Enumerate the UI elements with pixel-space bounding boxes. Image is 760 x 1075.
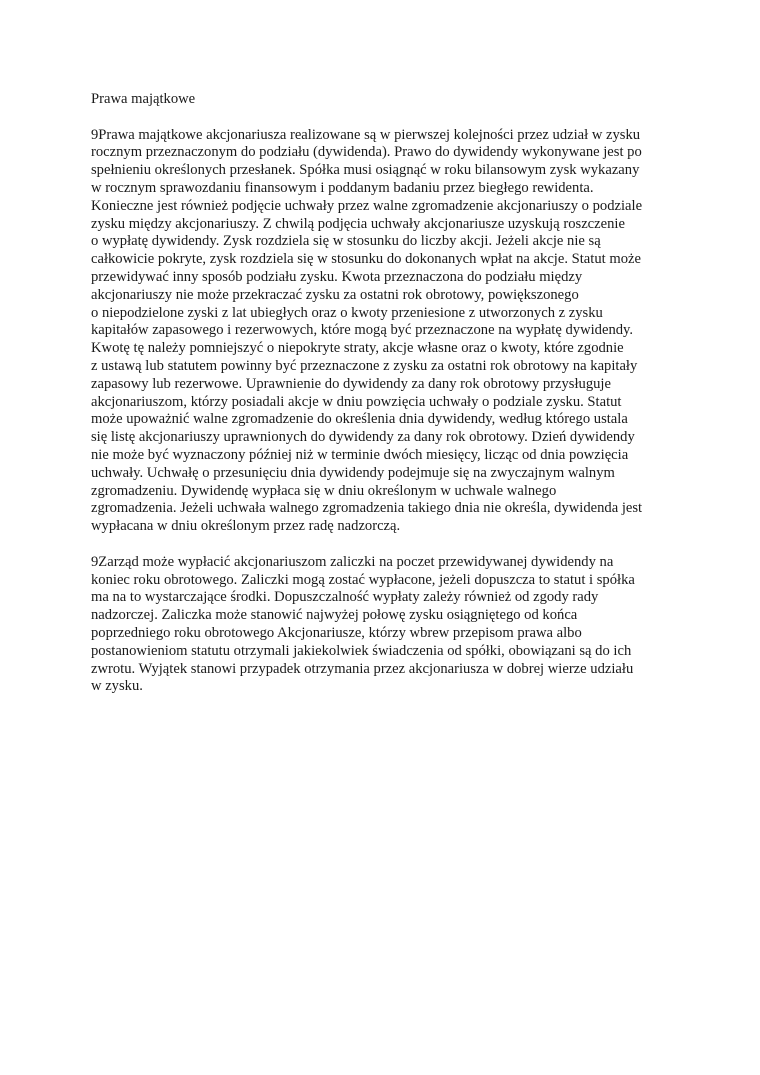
text-line: w rocznym sprawozdaniu finansowym i poddanym badaniu przez biegłego rewidenta. [91, 179, 594, 196]
document-heading: Prawa majątkowe [91, 91, 196, 107]
text-line: wypłacana w dniu określonym przez radę nadzorczą. [91, 518, 401, 535]
text-line: zgromadzeniu. Dywidendę wypłaca się w dniu określonym w uchwale walnego [91, 482, 557, 499]
text-line: Konieczne jest również podjęcie uchwały przez walne zgromadzenie akcjonariuszy o podziale [91, 197, 643, 214]
text-line: spełnieniu określonych przesłanek. Spółka musi osiągnąć w roku bilansowym zysk wykazany [91, 162, 640, 179]
document-page [91, 91, 673, 714]
text-line: zgromadzenia. Jeżeli uchwała walnego zgromadzenia takiego dnia nie określa, dywidenda jest [91, 500, 643, 517]
text-line: zwrotu. Wyjątek stanowi przypadek otrzymania przez akcjonariusza w dobrej wierze udziału [91, 660, 634, 677]
text-line: w zysku. [91, 678, 143, 695]
text-line: o niepodzielone zyski z lat ubiegłych oraz o kwoty przeniesione z utworzonych z zysku [91, 304, 603, 321]
text-line: z ustawą lub statutem powinny być przeznaczone z zysku za ostatni rok obrotowy na kapitały [91, 357, 638, 374]
paragraph-interim-dividend [91, 554, 673, 696]
text-line: całkowicie pokryte, zysk rozdziela się w stosunku do dokonanych wpłat na akcje. Statut może [91, 251, 641, 268]
text-line: o wypłatę dywidendy. Zysk rozdziela się w stosunku do liczby akcji. Jeżeli akcje nie są [91, 233, 601, 250]
text-line: się listę akcjonariuszy uprawnionych do dywidendy za dany rok obrotowy. Dzień dywidendy [91, 429, 635, 446]
text-line: 9Prawa majątkowe akcjonariusza realizowane są w pierwszej kolejności przez udział w zysku [91, 126, 641, 143]
text-line: postanowieniom statutu otrzymali jakiekolwiek świadczenia od spółki, obowiązani są do ich [91, 642, 632, 659]
text-line: Kwotę tę należy pomniejszyć o niepokryte straty, akcje własne oraz o kwoty, które zgodnie [91, 340, 624, 357]
text-line: poprzedniego roku obrotowego Akcjonariusze, którzy wbrew przepisom prawa albo [91, 624, 582, 641]
text-line: zysku między akcjonariuszy. Z chwilą podjęcia uchwały akcjonariusze uzyskują roszczenie [91, 215, 625, 232]
text-line: ma na to wystarczające środki. Dopuszczalność wypłaty zależy również od zgody rady [91, 589, 599, 606]
text-line: rocznym przeznaczonym do podziału (dywidenda). Prawo do dywidendy wykonywane jest po [91, 144, 642, 161]
text-line: może upoważnić walne zgromadzenie do określenia dnia dywidendy, według którego ustala [91, 411, 628, 428]
text-line: uchwały. Uchwałę o przesunięciu dnia dywidendy podejmuje się na zwyczajnym walnym [91, 464, 615, 481]
text-line: zapasowy lub rezerwowe. Uprawnienie do dywidendy za dany rok obrotowy przysługuje [91, 375, 611, 392]
text-line: akcjonariuszy nie może przekraczać zysku za ostatni rok obrotowy, powiększonego [91, 286, 579, 303]
text-line: kapitałów zapasowego i rezerwowych, które mogą być przeznaczone na wypłatę dywidendy. [91, 322, 634, 339]
text-line: koniec roku obrotowego. Zaliczki mogą zostać wypłacone, jeżeli dopuszcza to statut i spółka [91, 571, 635, 588]
paragraph-dividend-rights [91, 127, 673, 536]
text-line: akcjonariuszom, którzy posiadali akcje w dniu powzięcia uchwały o podziale zysku. Statut [91, 393, 622, 410]
text-line: przewidywać inny sposób podziału zysku. Kwota przeznaczona do podziału między [91, 268, 583, 285]
text-line: nie może być wyznaczony później niż w terminie dwóch miesięcy, licząc od dnia powzięcia [91, 446, 629, 463]
text-line: nadzorczej. Zaliczka może stanowić najwyżej połowę zysku osiągniętego od końca [91, 607, 578, 624]
text-line: 9Zarząd może wypłacić akcjonariuszom zaliczki na poczet przewidywanej dywidendy na [91, 553, 614, 570]
